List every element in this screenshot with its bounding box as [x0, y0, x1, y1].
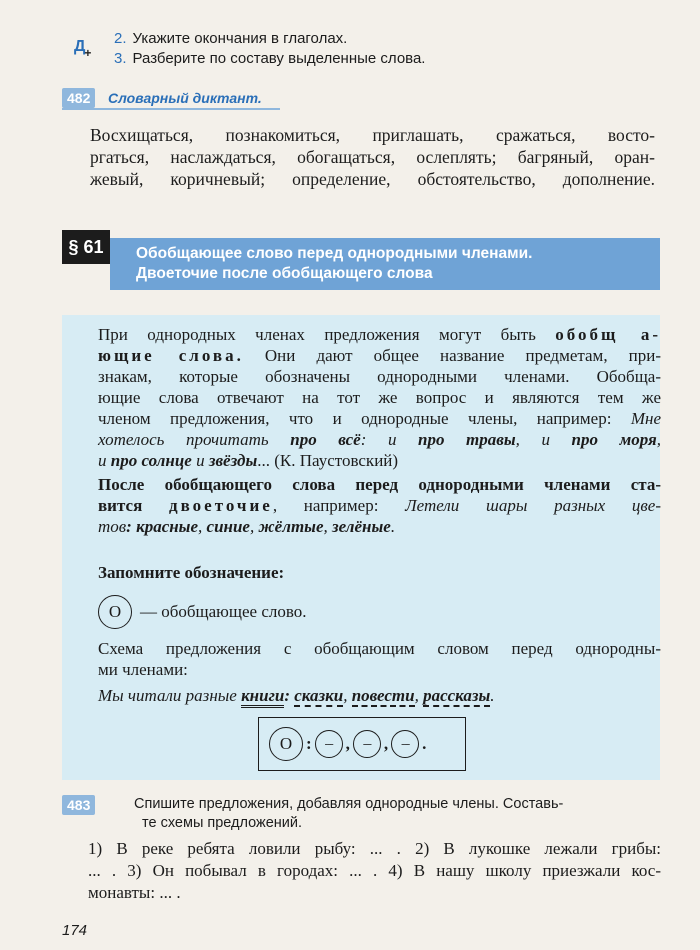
sentence-scheme: О : --- , --- , --- .: [258, 717, 466, 771]
task-item: 2. Укажите окончания в глаголах.: [114, 30, 348, 47]
exercise-title: Словарный диктант.: [108, 90, 262, 106]
homogeneous-member-circle-icon: ---: [353, 730, 381, 758]
dictation-text: Восхищаться, познакомиться, приглашать, сражаться, восто- ргаться, наслаждаться, обогащаться, ослеплять; багряный, оран- жевый, коричневый; определение, обстоятельство, дополнение.: [90, 125, 655, 189]
page-number: 174: [62, 922, 88, 939]
symbol-description: — обобщающее слово.: [140, 602, 307, 621]
rule-paragraph-1: При однородных членах предложения могут быть обобщ а- ющие слова. Они дают общее название предметам, при- знакам, которые обозначены однородными членами. Обобща- ющие слова отвечают на тот же вопрос и являются тем же членом предложения, что и однородные члены, например: Мне хотелось прочитать про всё: и про травы, и про моря, и про солнце и звёзды... (К. Паустовский): [98, 325, 662, 470]
scheme-intro: Схема предложения с обобщающим словом перед однородны- ми членами:: [98, 639, 661, 679]
task-item: 3. Разберите по составу выделенные слова.: [114, 50, 426, 67]
homogeneous-member-circle-icon: ---: [315, 730, 343, 758]
generalizing-word-circle-icon: О: [98, 595, 132, 629]
section-number: § 61: [62, 230, 110, 264]
symbol-legend: [98, 595, 307, 629]
remember-heading: Запомните обозначение:: [98, 563, 285, 582]
generalizing-word-circle-icon: О: [269, 727, 303, 761]
exercise-task: Спишите предложения, добавляя однородные члены. Составь- те схемы предложений.: [134, 796, 564, 831]
exercise-number-badge: 482: [62, 88, 95, 108]
rule-paragraph-2: После обобщающего слова перед однородными членами ста- вится двоеточие, например: Летели шары разных цве- тов: красные, синие, жёлтые, зелёные.: [98, 475, 662, 536]
task-marker-icon: $Д_+$: [74, 38, 92, 60]
example-sentence: Мы читали разные книги: сказки, повести, рассказы.: [98, 686, 495, 706]
homogeneous-member-circle-icon: ---: [391, 730, 419, 758]
exercise-number-badge: 483: [62, 795, 95, 815]
section-title: Обобщающее слово перед однородными членами. Двоеточие после обобщающего слова: [136, 245, 533, 282]
exercise-title-underline: [62, 108, 280, 110]
exercise-sentences: 1) В реке ребята ловили рыбу: ... . 2) В лукошке лежали грибы: ... . 3) Он побывал в городах: ... . 4) В нашу школу приезжали кос- монавты: ... .: [88, 839, 661, 902]
